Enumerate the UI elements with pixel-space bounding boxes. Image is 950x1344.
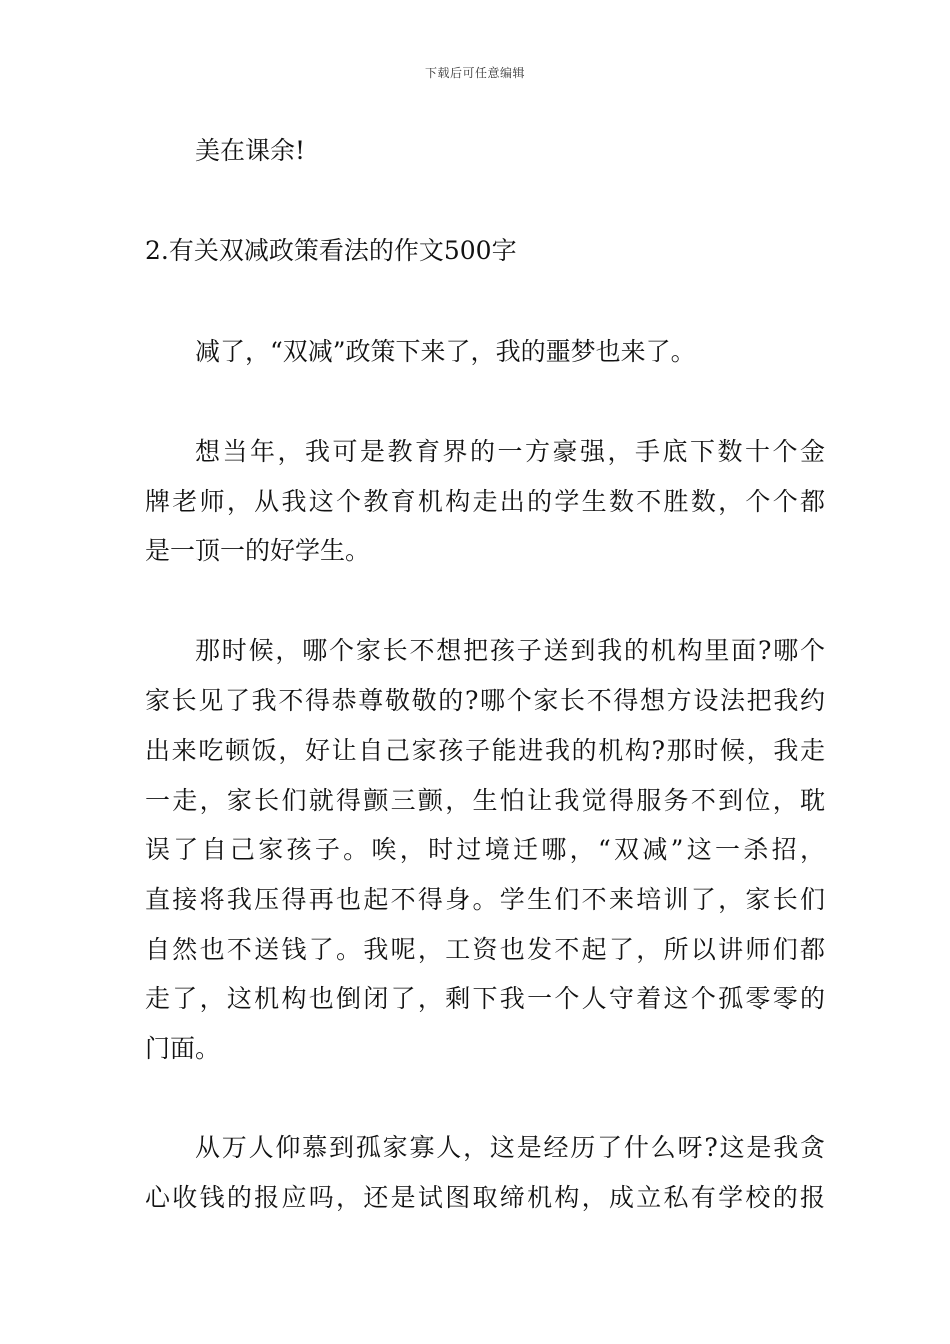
paragraph-line: 减了，“双减”政策下来了，我的噩梦也来了。 [195, 337, 696, 366]
paragraph-line: 直接将我压得再也起不得身。学生们不来培训了，家长们 [145, 885, 825, 914]
paragraph-line: 走了，这机构也倒闭了，剩下我一个人守着这个孤零零的 [145, 984, 825, 1013]
paragraph-line: 自然也不送钱了。我呢，工资也发不起了，所以讲师们都 [145, 935, 825, 964]
paragraph-line: 从万人仰慕到孤家寡人，这是经历了什么呀?这是我贪 [195, 1133, 825, 1162]
paragraph-line: 出来吃顿饭，好让自己家孩子能进我的机构?那时候，我走 [145, 736, 825, 765]
paragraph-line: 误了自己家孩子。唉，时过境迁哪，“双减”这一杀招， [145, 835, 825, 864]
paragraph-line: 美在课余! [195, 136, 306, 165]
paragraph-line: 想当年，我可是教育界的一方豪强，手底下数十个金 [195, 437, 825, 466]
section-heading: 2.有关双减政策看法的作文500字 [145, 236, 517, 265]
paragraph-line: 是一顶一的好学生。 [145, 536, 371, 565]
paragraph-line: 心收钱的报应吗，还是试图取缔机构，成立私有学校的报 [145, 1183, 825, 1212]
paragraph-line: 门面。 [145, 1034, 221, 1063]
paragraph-line: 家长见了我不得恭尊敬敬的?哪个家长不得想方设法把我约 [145, 686, 825, 715]
paragraph-line: 那时候，哪个家长不想把孩子送到我的机构里面?哪个 [195, 636, 825, 665]
paragraph-line: 一走，家长们就得颤三颤，生怕让我觉得服务不到位，耽 [145, 786, 825, 815]
page-header: 下载后可任意编辑 [424, 66, 525, 80]
paragraph-line: 牌老师，从我这个教育机构走出的学生数不胜数，个个都 [145, 487, 825, 516]
